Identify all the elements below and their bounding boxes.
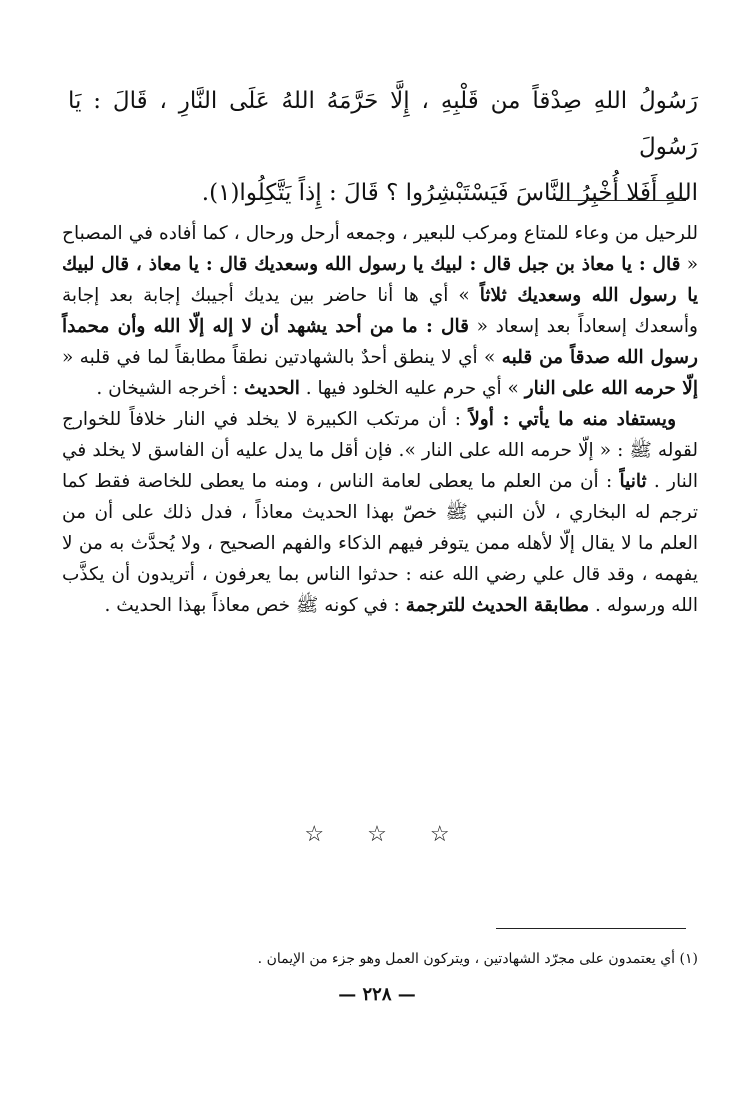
quoted-hadith-bold: قال : يا معاذ بن جبل قال : لبيك يا رسول الله وسعديك قال : يا معاذ ، قال لبيك يا رسول الله وسعديك ثلاثاً bbox=[62, 254, 698, 306]
star-icon: ☆ bbox=[304, 822, 325, 847]
text-run: : أن مرتكب الكبيرة لا يخلد في النار خلافاً للخوارج لقوله ﷺ : « إلّا حرمه الله على النار ». فإن أقل ما يدل عليه أن الفاسق لا يخلد في النار . bbox=[62, 409, 698, 492]
text-run: » أي لا ينطق أحدٌ بالشهادتين نطقاً مطابقاً لما في قلبه « bbox=[62, 347, 502, 368]
star-icon: ☆ bbox=[367, 822, 387, 847]
text-run: للرحيل من وعاء للمتاع ومركب للبعير ، وجمعه أرحل ورحال ، كما أفاده في المصباح « bbox=[62, 223, 699, 275]
quoted-hadith-bold: قال : ما من أحد يشهد أن لا إله إلّا الله وأن محمداً رسول الله صدقاً من قلبه bbox=[62, 316, 698, 368]
commentary-paragraph-2 bbox=[62, 404, 698, 621]
text-run: » أي حرم عليه الخلود فيها . bbox=[299, 378, 525, 399]
star-icon: ☆ bbox=[429, 822, 450, 847]
footnote-text: (١) أي يعتمدون على مجرّد الشهادتين ، ويتركون العمل وهو جزء من الإيمان . bbox=[257, 951, 698, 967]
hadith-line-2: اللهِ أَفَلا أُخْبِرُ النَّاسَ فَيَسْتَبْشِرُوا ؟ قَالَ : إِذاً يَتَّكِلُوا(١). bbox=[201, 180, 698, 206]
section-label: ويستفاد منه ما يأتي : أولاً bbox=[469, 409, 677, 430]
section-divider bbox=[556, 200, 686, 201]
star-separator bbox=[0, 822, 754, 847]
text-run: : أخرجه الشيخان . bbox=[96, 378, 245, 399]
quoted-hadith-bold: إلّا حرمه الله على النار bbox=[524, 378, 698, 399]
text-run: : أن من العلم ما يعطى لعامة الناس ، ومنه ما يعطى للخاصة فقط كما ترجم له البخاري ، لأن النبي ﷺ خصّ بهذا الحديث معاذاً ، فدل ذلك على أن من العلم ما لا يقال إلّا لأهله ممن يتوفر فيهم الذكاء والفهم الصحيح ، ولا يُحدَّث به من لا يفهمه ، وقد قال علي رضي الله عنه : حدثوا الناس بما يعرفون ، أتريدون أن يكذَّب الله ورسوله . bbox=[62, 471, 698, 616]
text-run: : في كونه ﷺ خص معاذاً بهذا الحديث . bbox=[104, 595, 406, 616]
section-label: ثانياً bbox=[619, 471, 647, 492]
footnote bbox=[62, 948, 698, 970]
hadith-line-1: رَسُولُ اللهِ صِدْقاً من قَلْبِهِ ، إِلَّا حَرَّمَهُ اللهُ عَلَى النَّارِ ، قَالَ : يَا رَسُولَ bbox=[68, 88, 698, 160]
page-number: — ٢٢٨ — bbox=[338, 984, 416, 1005]
commentary-paragraph-1 bbox=[62, 218, 698, 404]
hadith-text bbox=[68, 78, 698, 216]
commentary bbox=[62, 218, 698, 621]
text-run: » أي ها أنا حاضر بين يديك أجيبك إجابة بعد إجابة وأسعدك إسعاداً بعد إسعاد « bbox=[62, 285, 698, 337]
footnote-divider bbox=[496, 928, 686, 929]
section-label: الحديث bbox=[244, 378, 300, 399]
section-label: مطابقة الحديث للترجمة bbox=[405, 595, 590, 616]
